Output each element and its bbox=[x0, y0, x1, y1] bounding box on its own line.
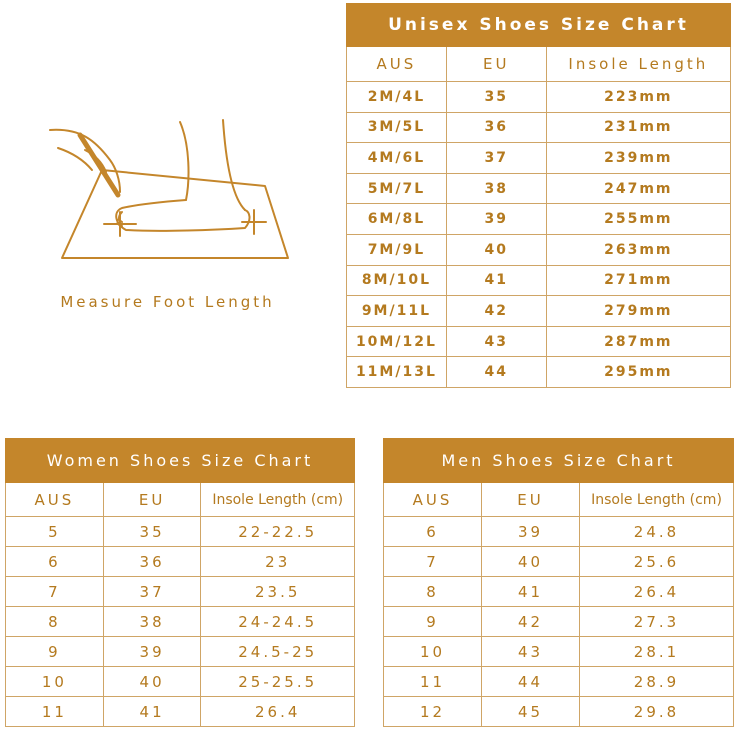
cell-eu: 35 bbox=[103, 517, 201, 547]
cell-insole-length: 263mm bbox=[546, 234, 730, 265]
cell-insole-length: 23.5 bbox=[201, 577, 355, 607]
cell-insole-length: 247mm bbox=[546, 173, 730, 204]
cell-insole-length: 239mm bbox=[546, 143, 730, 174]
table-header-row bbox=[6, 483, 355, 517]
table-header-row bbox=[384, 483, 734, 517]
cell-eu: 43 bbox=[446, 326, 546, 357]
cell-insole-length: 29.8 bbox=[580, 697, 734, 727]
cell-insole-length: 28.9 bbox=[580, 667, 734, 697]
table-row bbox=[347, 143, 731, 174]
cell-insole-length: 295mm bbox=[546, 357, 730, 388]
table-row bbox=[347, 112, 731, 143]
cell-insole-length: 27.3 bbox=[580, 607, 734, 637]
cell-eu: 39 bbox=[446, 204, 546, 235]
cell-aus: 12 bbox=[384, 697, 482, 727]
cell-eu: 41 bbox=[446, 265, 546, 296]
cell-aus: 5M/7L bbox=[347, 173, 447, 204]
cell-aus: 7M/9L bbox=[347, 234, 447, 265]
table-row bbox=[347, 265, 731, 296]
cell-eu: 42 bbox=[446, 296, 546, 327]
table-row bbox=[347, 234, 731, 265]
header-aus: AUS bbox=[6, 483, 104, 517]
cell-eu: 38 bbox=[446, 173, 546, 204]
men-size-chart bbox=[383, 438, 734, 727]
cell-insole-length: 223mm bbox=[546, 82, 730, 113]
women-chart-title: Women Shoes Size Chart bbox=[6, 439, 355, 483]
cell-insole-length: 231mm bbox=[546, 112, 730, 143]
header-insole-length: Insole Length (cm) bbox=[580, 483, 734, 517]
table-row bbox=[6, 637, 355, 667]
cell-eu: 40 bbox=[482, 547, 580, 577]
cell-aus: 7 bbox=[6, 577, 104, 607]
cell-aus: 9 bbox=[384, 607, 482, 637]
cell-eu: 44 bbox=[482, 667, 580, 697]
cell-insole-length: 28.1 bbox=[580, 637, 734, 667]
cell-aus: 2M/4L bbox=[347, 82, 447, 113]
cell-aus: 8 bbox=[384, 577, 482, 607]
cell-aus: 11 bbox=[384, 667, 482, 697]
cell-eu: 45 bbox=[482, 697, 580, 727]
cell-insole-length: 255mm bbox=[546, 204, 730, 235]
cell-aus: 9M/11L bbox=[347, 296, 447, 327]
header-insole-length: Insole Length (cm) bbox=[201, 483, 355, 517]
cell-aus: 11M/13L bbox=[347, 357, 447, 388]
cell-eu: 37 bbox=[103, 577, 201, 607]
cell-eu: 39 bbox=[482, 517, 580, 547]
cell-aus: 10M/12L bbox=[347, 326, 447, 357]
cell-aus: 6 bbox=[6, 547, 104, 577]
cell-eu: 40 bbox=[446, 234, 546, 265]
cell-insole-length: 271mm bbox=[546, 265, 730, 296]
table-header-row bbox=[347, 47, 731, 82]
header-insole-length: Insole Length bbox=[546, 47, 730, 82]
cell-insole-length: 26.4 bbox=[201, 697, 355, 727]
illustration-caption: Measure Foot Length bbox=[60, 293, 275, 311]
table-row bbox=[6, 517, 355, 547]
cell-eu: 44 bbox=[446, 357, 546, 388]
cell-insole-length: 23 bbox=[201, 547, 355, 577]
cell-eu: 41 bbox=[103, 697, 201, 727]
table-row bbox=[6, 667, 355, 697]
cell-eu: 37 bbox=[446, 143, 546, 174]
cell-insole-length: 279mm bbox=[546, 296, 730, 327]
table-row bbox=[384, 607, 734, 637]
table-row bbox=[384, 517, 734, 547]
header-eu: EU bbox=[482, 483, 580, 517]
table-row bbox=[347, 296, 731, 327]
table-row bbox=[6, 547, 355, 577]
cell-aus: 10 bbox=[384, 637, 482, 667]
cell-eu: 35 bbox=[446, 82, 546, 113]
header-aus: AUS bbox=[384, 483, 482, 517]
cell-aus: 11 bbox=[6, 697, 104, 727]
table-row bbox=[6, 607, 355, 637]
cell-eu: 38 bbox=[103, 607, 201, 637]
unisex-size-chart bbox=[346, 3, 731, 388]
header-eu: EU bbox=[103, 483, 201, 517]
cell-eu: 36 bbox=[446, 112, 546, 143]
cell-eu: 41 bbox=[482, 577, 580, 607]
header-aus: AUS bbox=[347, 47, 447, 82]
foot-measure-illustration-icon bbox=[40, 100, 300, 270]
cell-eu: 39 bbox=[103, 637, 201, 667]
unisex-chart-title: Unisex Shoes Size Chart bbox=[347, 4, 731, 47]
cell-eu: 43 bbox=[482, 637, 580, 667]
men-chart-title: Men Shoes Size Chart bbox=[384, 439, 734, 483]
cell-aus: 8 bbox=[6, 607, 104, 637]
table-row bbox=[6, 577, 355, 607]
cell-insole-length: 24-24.5 bbox=[201, 607, 355, 637]
cell-insole-length: 26.4 bbox=[580, 577, 734, 607]
cell-insole-length: 24.8 bbox=[580, 517, 734, 547]
cell-aus: 8M/10L bbox=[347, 265, 447, 296]
table-row bbox=[384, 577, 734, 607]
cell-eu: 40 bbox=[103, 667, 201, 697]
table-row bbox=[347, 82, 731, 113]
cell-eu: 42 bbox=[482, 607, 580, 637]
cell-aus: 5 bbox=[6, 517, 104, 547]
table-row bbox=[347, 204, 731, 235]
table-row bbox=[384, 547, 734, 577]
cell-insole-length: 24.5-25 bbox=[201, 637, 355, 667]
women-size-chart bbox=[5, 438, 355, 727]
cell-aus: 7 bbox=[384, 547, 482, 577]
header-eu: EU bbox=[446, 47, 546, 82]
cell-eu: 36 bbox=[103, 547, 201, 577]
cell-aus: 6M/8L bbox=[347, 204, 447, 235]
cell-insole-length: 287mm bbox=[546, 326, 730, 357]
cell-aus: 6 bbox=[384, 517, 482, 547]
cell-aus: 9 bbox=[6, 637, 104, 667]
table-row bbox=[347, 326, 731, 357]
table-row bbox=[347, 357, 731, 388]
cell-aus: 10 bbox=[6, 667, 104, 697]
cell-insole-length: 22-22.5 bbox=[201, 517, 355, 547]
table-row bbox=[6, 697, 355, 727]
table-row bbox=[347, 173, 731, 204]
table-row bbox=[384, 637, 734, 667]
cell-insole-length: 25-25.5 bbox=[201, 667, 355, 697]
cell-insole-length: 25.6 bbox=[580, 547, 734, 577]
cell-aus: 4M/6L bbox=[347, 143, 447, 174]
table-row bbox=[384, 667, 734, 697]
cell-aus: 3M/5L bbox=[347, 112, 447, 143]
table-row bbox=[384, 697, 734, 727]
